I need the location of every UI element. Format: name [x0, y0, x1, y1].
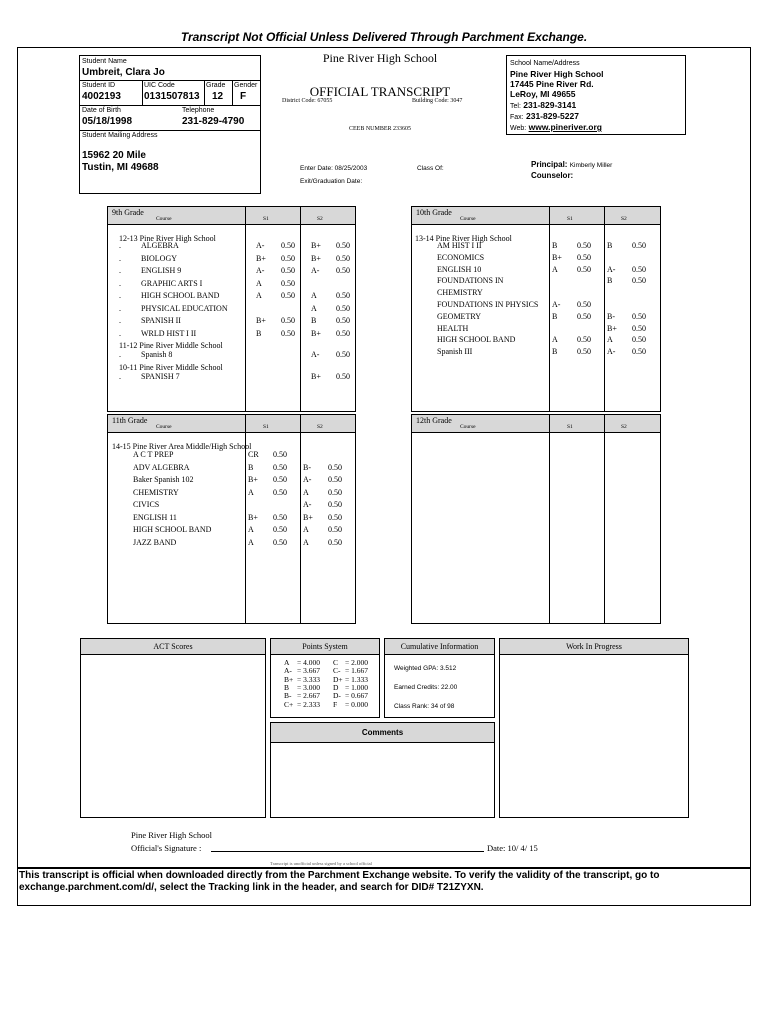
student-info-box	[79, 55, 261, 194]
s2-grade: A	[311, 291, 317, 300]
student-id: 4002193	[82, 91, 121, 102]
course-name: ENGLISH 10	[437, 264, 482, 274]
weighted-gpa: Weighted GPA: 3.512	[394, 665, 457, 672]
s2-credit: 0.50	[632, 323, 646, 333]
grade-points: = 1.000	[345, 682, 368, 692]
grade-9-box	[107, 206, 356, 412]
s2-credit: 0.50	[632, 241, 646, 250]
s1-credit: 0.50	[281, 241, 295, 250]
s1-grade: A	[552, 264, 558, 274]
course-name: A C T PREP	[133, 450, 174, 459]
counselor-label: Counselor:	[531, 171, 574, 180]
dot-marker: .	[119, 253, 121, 263]
s2-col-header: S2	[621, 216, 627, 222]
s2-grade: B-	[303, 462, 311, 472]
building-code: Building Code: 3047	[412, 98, 463, 104]
s2-credit: 0.50	[336, 253, 350, 263]
s2-credit: 0.50	[336, 303, 350, 313]
school-website-link[interactable]: www.pineriver.org	[528, 122, 602, 132]
letter-grade: B-	[284, 691, 292, 701]
s2-credit: 0.50	[632, 276, 646, 286]
grade-points: = 2.333	[297, 699, 320, 709]
s1-credit: 0.50	[281, 291, 295, 300]
school-title: Pine River High School	[322, 51, 438, 65]
dot-marker: .	[119, 241, 121, 250]
s2-credit: 0.50	[328, 462, 342, 472]
dot-marker: .	[119, 278, 121, 288]
s1-grade: A	[248, 487, 254, 497]
dot-marker: .	[119, 328, 121, 338]
letter-grade: B	[284, 682, 290, 692]
grade-points: = 0.000	[345, 699, 368, 709]
s2-grade: A	[311, 303, 317, 313]
letter-grade: B+	[284, 674, 294, 684]
letter-grade: D+	[333, 674, 343, 684]
grade-12-box	[411, 414, 661, 624]
s1-credit: 0.50	[577, 300, 591, 309]
s2-credit: 0.50	[632, 347, 646, 357]
dot-marker: .	[119, 316, 121, 325]
fine-print: Transcript is unofficial unless signed by a school official	[270, 861, 372, 866]
s1-grade: B+	[248, 475, 258, 484]
course-name: FOUNDATIONS IN	[437, 276, 504, 286]
grade-10-box	[411, 206, 661, 412]
gender-label: Gender	[234, 82, 258, 89]
enter-date: Enter Date: 08/25/2003	[300, 165, 368, 172]
course-name: HIGH SCHOOL BAND	[133, 525, 212, 534]
act-scores-box	[80, 638, 266, 818]
letter-grade: A-	[284, 666, 292, 676]
work-in-progress-title: Work In Progress	[500, 639, 688, 655]
course-name: SPANISH 7	[141, 372, 180, 381]
points-system-title: Points System	[271, 639, 379, 655]
principal-name: Kimberly Miller	[569, 162, 613, 169]
act-scores-title: ACT Scores	[81, 639, 265, 655]
s2-grade: A	[607, 335, 613, 345]
letter-grade: A	[284, 658, 290, 667]
web-label: Web:	[510, 125, 527, 132]
course-name: BIOLOGY	[141, 253, 177, 263]
s2-credit: 0.50	[336, 316, 350, 325]
s1-col-header: S1	[263, 216, 269, 222]
s1-credit: 0.50	[281, 266, 295, 275]
s2-grade: A-	[303, 475, 312, 484]
s2-col-header: S2	[317, 216, 323, 222]
s2-credit: 0.50	[336, 266, 350, 275]
dot-marker: .	[119, 350, 121, 359]
s1-grade: A-	[256, 241, 265, 250]
s2-credit: 0.50	[336, 350, 350, 359]
s1-grade: B	[256, 328, 262, 338]
footer-school-name: Pine River High School	[131, 830, 212, 840]
course-name: HIGH SCHOOL BAND	[141, 291, 220, 300]
course-name: HIGH SCHOOL BAND	[437, 335, 516, 345]
s2-grade: B+	[311, 372, 321, 381]
s2-col-header: S2	[621, 424, 627, 430]
grade-11-box	[107, 414, 356, 624]
student-name-label: Student Name	[82, 58, 127, 65]
address-line1: 15962 20 Mile	[82, 150, 146, 161]
s2-grade: B+	[311, 253, 321, 263]
s1-grade: B	[552, 311, 558, 321]
signature-date: Date: 10/ 4/ 15	[487, 843, 538, 853]
dob: 05/18/1998	[82, 116, 133, 127]
footer-rule	[17, 867, 751, 869]
official-transcript-title: OFFICIAL TRANSCRIPT	[309, 84, 451, 99]
s2-grade: A-	[303, 500, 312, 509]
school-tel: 231-829-3141	[523, 100, 577, 110]
school-box-label: School Name/Address	[510, 60, 580, 67]
course-col-header: Course	[156, 216, 172, 222]
s1-credit: 0.50	[273, 487, 287, 497]
points-system-box	[270, 638, 380, 718]
s1-credit: 0.50	[577, 347, 591, 357]
s1-credit: 0.50	[577, 311, 591, 321]
dot-marker: .	[119, 291, 121, 300]
grade-points: = 0.667	[345, 691, 368, 701]
letter-grade: F	[333, 699, 338, 709]
cumulative-title: Cumulative Information	[385, 639, 494, 655]
course-name: JAZZ BAND	[133, 537, 177, 547]
student-phone: 231-829-4790	[182, 116, 245, 127]
s2-grade: B	[607, 241, 613, 250]
grade-points: = 3.000	[297, 682, 320, 692]
dot-marker: .	[119, 372, 121, 381]
course-name: CHEMISTRY	[133, 487, 179, 497]
grade-9-title: 9th Grade	[112, 208, 144, 217]
grade-points: = 4.000	[297, 658, 320, 667]
exit-date: Exit/Graduation Date:	[300, 178, 363, 185]
s1-credit: 0.50	[273, 462, 287, 472]
s1-col-header: S1	[567, 216, 573, 222]
s2-grade: A-	[607, 264, 616, 274]
school-term: 10-11 Pine River Middle School	[119, 363, 223, 372]
s2-grade: A	[303, 487, 309, 497]
course-name: Spanish III	[437, 347, 473, 357]
grade-points: = 3.667	[297, 666, 320, 676]
s2-credit: 0.50	[336, 241, 350, 250]
course-name: Spanish 8	[141, 350, 173, 359]
s1-grade: A	[256, 291, 262, 300]
grade-label: Grade	[206, 82, 226, 89]
s2-col-header: S2	[317, 424, 323, 430]
work-in-progress-box	[499, 638, 689, 818]
ceeb-number: CEEB NUMBER 233605	[348, 126, 411, 132]
s1-grade: B+	[256, 253, 266, 263]
grade-points: = 2.000	[345, 658, 368, 667]
s1-credit: 0.50	[577, 264, 591, 274]
letter-grade: D-	[333, 691, 341, 701]
s2-credit: 0.50	[328, 512, 342, 522]
course-name: CHEMISTRY	[437, 288, 483, 298]
s1-credit: 0.50	[281, 328, 295, 338]
course-col-header: Course	[156, 424, 172, 430]
school-fax: 231-829-5227	[526, 111, 579, 121]
course-name: Baker Spanish 102	[133, 475, 194, 484]
s1-grade: A	[248, 525, 254, 534]
s2-credit: 0.50	[328, 487, 342, 497]
course-name: HEALTH	[437, 323, 469, 333]
s1-grade: B+	[256, 316, 266, 325]
grade-10-title: 10th Grade	[416, 208, 452, 217]
s1-grade: B+	[248, 512, 258, 522]
top-banner: Transcript Not Official Unless Delivered Through Parchment Exchange.	[180, 30, 588, 44]
tel-label: Tel:	[510, 103, 521, 110]
uic-code: 0131507813	[144, 91, 200, 102]
s1-grade: B	[552, 241, 558, 250]
course-col-header: Course	[460, 424, 476, 430]
s2-grade: B+	[311, 241, 321, 250]
s2-grade: A-	[607, 347, 616, 357]
s1-credit: 0.50	[577, 241, 591, 250]
s1-credit: 0.50	[577, 252, 591, 262]
course-name: ADV ALGEBRA	[133, 462, 190, 472]
course-name: PHYSICAL EDUCATION	[141, 303, 228, 313]
s2-grade: B	[607, 276, 613, 286]
s1-grade: A-	[552, 300, 561, 309]
course-name: WRLD HIST I II	[141, 328, 197, 338]
school-city: LeRoy, MI 49655	[510, 89, 576, 99]
s1-credit: 0.50	[273, 512, 287, 522]
s2-credit: 0.50	[336, 328, 350, 338]
s1-grade: A	[256, 278, 262, 288]
grade-points: = 2.667	[297, 691, 320, 701]
s2-credit: 0.50	[632, 264, 646, 274]
dob-label: Date of Birth	[82, 107, 121, 114]
comments-box	[270, 722, 495, 818]
grade-11-title: 11th Grade	[112, 416, 148, 425]
course-name: GRAPHIC ARTS I	[141, 278, 203, 288]
s2-grade: B+	[311, 328, 321, 338]
s1-col-header: S1	[263, 424, 269, 430]
gender-value: F	[240, 91, 247, 102]
school-address-box	[506, 55, 686, 135]
district-code: District Code: 67055	[282, 98, 333, 104]
letter-grade: C+	[284, 699, 294, 709]
course-name: ENGLISH 9	[141, 266, 182, 275]
uic-label: UIC Code	[144, 82, 175, 89]
earned-credits: Earned Credits: 22.00	[394, 684, 458, 691]
comments-title: Comments	[271, 723, 494, 743]
address-label: Student Mailing Address	[82, 132, 158, 139]
dot-marker: .	[119, 266, 121, 275]
address-line2: Tustin, MI 49688	[82, 162, 159, 173]
letter-grade: C-	[333, 666, 341, 676]
school-term: 12-13 Pine River High School	[119, 234, 216, 243]
grade-points: = 1.667	[345, 666, 368, 676]
course-name: SPANISH II	[141, 316, 181, 325]
s2-credit: 0.50	[328, 525, 342, 534]
s2-grade: B	[311, 316, 317, 325]
s2-credit: 0.50	[328, 500, 342, 509]
s2-credit: 0.50	[328, 475, 342, 484]
s1-credit: 0.50	[273, 537, 287, 547]
course-name: ENGLISH 11	[133, 512, 177, 522]
s2-grade: B-	[607, 311, 615, 321]
s1-credit: 0.50	[577, 335, 591, 345]
s2-credit: 0.50	[632, 335, 646, 345]
s2-grade: B+	[607, 323, 617, 333]
school-name: Pine River High School	[510, 69, 604, 79]
s1-credit: 0.50	[273, 450, 287, 459]
course-name: ALGEBRA	[141, 241, 179, 250]
s1-credit: 0.50	[273, 475, 287, 484]
principal-label: Principal:	[531, 160, 568, 169]
course-name: CIVICS	[133, 500, 160, 509]
s1-col-header: S1	[567, 424, 573, 430]
s1-credit: 0.50	[273, 525, 287, 534]
s2-credit: 0.50	[336, 372, 350, 381]
s1-grade: CR	[248, 450, 259, 459]
school-term: 11-12 Pine River Middle School	[119, 341, 223, 350]
s1-grade: A-	[256, 266, 265, 275]
s2-credit: 0.50	[328, 537, 342, 547]
grade-value: 12	[212, 91, 224, 102]
s1-credit: 0.50	[281, 278, 295, 288]
s1-grade: B	[552, 347, 558, 357]
s1-grade: B+	[552, 252, 562, 262]
school-term: 13-14 Pine River High School	[415, 234, 512, 243]
grade-points: = 1.333	[345, 674, 368, 684]
course-col-header: Course	[460, 216, 476, 222]
course-name: AM HIST I II	[437, 241, 482, 250]
s2-grade: A-	[311, 350, 320, 359]
student-id-label: Student ID	[82, 82, 116, 89]
dot-marker: .	[119, 303, 121, 313]
signature-label: Official's Signature :	[131, 843, 202, 853]
s1-grade: A	[248, 537, 254, 547]
s2-credit: 0.50	[336, 291, 350, 300]
school-term: 14-15 Pine River Area Middle/High School	[112, 442, 252, 451]
grade-points: = 3.333	[297, 674, 320, 684]
course-name: ECONOMICS	[437, 252, 485, 262]
parchment-notice: This transcript is official when downloaded directly from the Parchment Exchange website. To verify the validity of the transcript, go to exchange.parchment.com/d/, select the Tracking link in the header, and search for DID# T21ZYXN.	[19, 870, 660, 893]
s2-grade: B+	[303, 512, 313, 522]
signature-line	[211, 851, 484, 852]
cumulative-info-box	[384, 638, 495, 718]
class-of: Class Of:	[417, 165, 444, 172]
student-name: Umbreit, Clara Jo	[82, 67, 165, 78]
school-street: 17445 Pine River Rd.	[510, 79, 594, 89]
s1-grade: B	[248, 462, 254, 472]
s1-grade: A	[552, 335, 558, 345]
s2-grade: A	[303, 537, 309, 547]
s2-grade: A-	[311, 266, 320, 275]
s1-credit: 0.50	[281, 253, 295, 263]
s1-credit: 0.50	[281, 316, 295, 325]
s2-credit: 0.50	[632, 311, 646, 321]
s2-grade: A	[303, 525, 309, 534]
course-name: FOUNDATIONS IN PHYSICS	[437, 300, 539, 309]
letter-grade: C	[333, 658, 339, 667]
class-rank: Class Rank: 34 of 98	[394, 703, 455, 710]
course-name: GEOMETRY	[437, 311, 481, 321]
fax-label: Fax:	[510, 114, 524, 121]
phone-label: Telephone	[182, 107, 215, 114]
letter-grade: D	[333, 682, 339, 692]
grade-12-title: 12th Grade	[416, 416, 452, 425]
